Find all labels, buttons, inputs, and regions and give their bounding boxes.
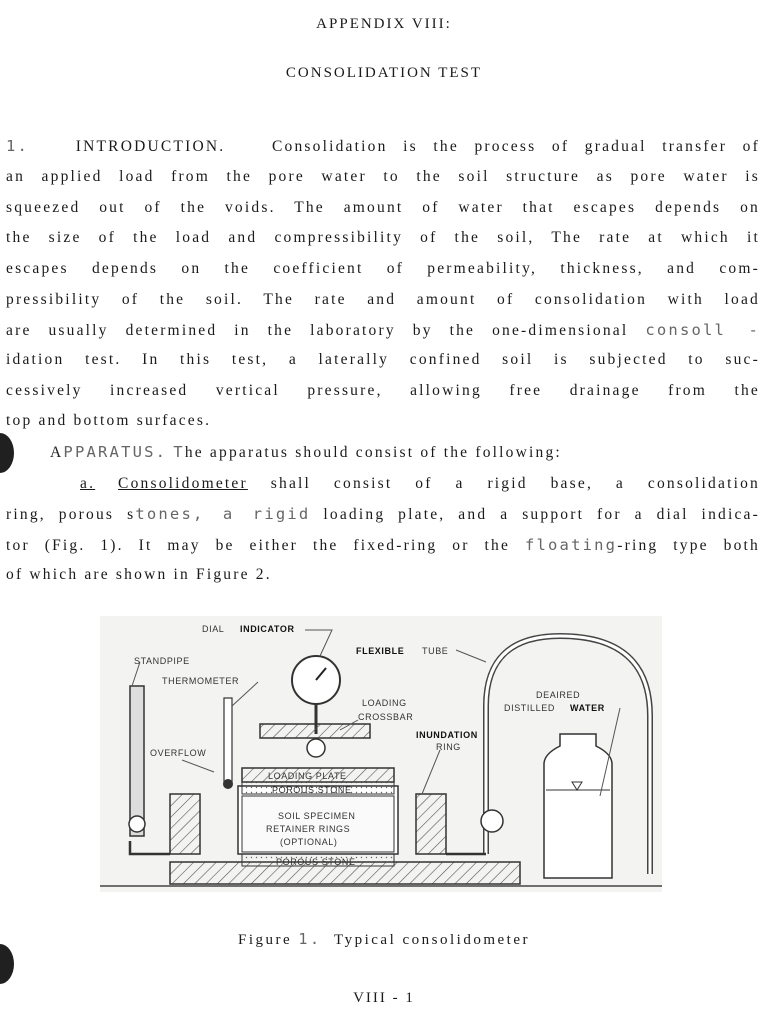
label-porous-stone-top: POROUS STONE — [272, 785, 352, 795]
intro-line-3: squeezed out of the voids. The amount of water that escapes depends on — [6, 199, 760, 216]
water-bottle — [544, 734, 612, 878]
standpipe-tube — [130, 686, 144, 836]
intro-line-10: top and bottom surfaces. — [6, 412, 212, 429]
label-overflow: OVERFLOW — [150, 748, 207, 758]
standpipe-valve — [129, 816, 145, 832]
apparatus-line-3-b: tones, a rigid — [135, 505, 311, 523]
label-flexible-a: FLEXIBLE — [356, 646, 405, 656]
label-water: WATER — [570, 703, 605, 713]
intro-heading: INTRODUCTION. — [75, 138, 226, 155]
intro-line-6: pressibility of the soil. The rate and amount of consolidation with load — [6, 291, 760, 308]
loading-crossbar — [260, 724, 370, 738]
intro-line-9: cessively increased vertical pressure, allowing free drainage from the — [6, 382, 760, 399]
thermometer — [224, 698, 232, 784]
section-number: 1. — [6, 137, 30, 155]
apparatus-intro: he apparatus should consist of the following: — [184, 444, 562, 461]
caption-number: 1. — [298, 930, 322, 948]
intro-line-7-hyphenated: consoll - — [645, 321, 760, 339]
label-soil-specimen: SOIL SPECIMEN — [278, 811, 356, 821]
item-letter: a. — [80, 475, 96, 492]
caption-text: Typical consolidometer — [333, 932, 530, 948]
label-thermometer: THERMOMETER — [162, 676, 240, 686]
page-number: VIII - 1 — [353, 990, 415, 1006]
item-text: shall consist of a rigid base, a consolidation — [270, 475, 760, 492]
label-distilled: DISTILLED — [504, 703, 555, 713]
consolidometer-drawing — [100, 616, 662, 892]
container-wall-left — [170, 794, 200, 854]
apparatus-line-5: of which are shown in Figure 2. — [6, 566, 272, 583]
page-title: CONSOLIDATION TEST — [285, 65, 483, 81]
intro-line-5: escapes depends on the coefficient of permeability, thickness, and com- — [6, 260, 760, 277]
label-deaired: DEAIRED — [536, 690, 581, 700]
intro-line-7-text: are usually determined in the laboratory by the one-dimensional — [6, 322, 629, 339]
intro-text: Consolidation is the process of gradual transfer of — [271, 138, 760, 155]
apparatus-line-1 — [50, 442, 750, 463]
intro-line-7 — [6, 320, 760, 341]
apparatus-line-3-a: ring, porous s — [6, 506, 136, 523]
apparatus-line-4-a: tor (Fig. 1). It may be either the fixed-ring or the — [6, 537, 511, 554]
label-loading-plate: LOADING PLATE — [268, 771, 347, 781]
apparatus-line-4-b: floating — [524, 536, 618, 554]
intro-line-2: an applied load from the pore water to the soil structure as pore water is — [6, 168, 760, 185]
loading-ball — [307, 739, 325, 757]
apparatus-heading-t: T — [173, 443, 185, 461]
label-standpipe: STANDPIPE — [134, 656, 190, 666]
intro-line-1 — [6, 136, 760, 157]
label-porous-stone-bottom: POROUS STONE — [276, 857, 356, 867]
appendix-label: APPENDIX VIII: — [316, 16, 452, 32]
label-ring: RING — [436, 742, 461, 752]
apparatus-line-3-c: loading plate, and a support for a dial indica- — [323, 506, 760, 523]
item-term: Consolidometer — [118, 475, 248, 492]
binder-hole — [0, 433, 14, 473]
caption-prefix: Figure — [238, 932, 293, 948]
apparatus-heading: PPARATUS. — [63, 443, 168, 461]
label-retainer-rings: RETAINER RINGS — [266, 824, 351, 834]
tube-valve — [481, 810, 503, 832]
label-dial-a: DIAL — [202, 624, 225, 634]
figure-caption — [0, 930, 768, 949]
intro-line-4: the size of the load and compressibility of the soil, The rate at which it — [6, 229, 760, 246]
label-optional: (OPTIONAL) — [280, 837, 338, 847]
apparatus-heading-initial: A — [50, 444, 64, 461]
apparatus-line-3 — [6, 504, 760, 525]
consolidometer-figure — [100, 616, 662, 892]
apparatus-line-4 — [6, 535, 760, 556]
label-inundation: INUNDATION — [416, 730, 478, 740]
label-loading: LOADING — [362, 698, 407, 708]
thermometer-bulb — [223, 779, 233, 789]
label-dial-b: INDICATOR — [240, 624, 295, 634]
intro-line-8: idation test. In this test, a laterally confined soil is subjected to suc- — [6, 351, 760, 368]
apparatus-line-2 — [80, 474, 760, 494]
apparatus-line-4-c: -ring type both — [617, 537, 761, 554]
container-wall-right — [416, 794, 446, 854]
label-crossbar: CROSSBAR — [358, 712, 414, 722]
binder-hole — [0, 944, 14, 984]
label-flexible-b: TUBE — [422, 646, 449, 656]
